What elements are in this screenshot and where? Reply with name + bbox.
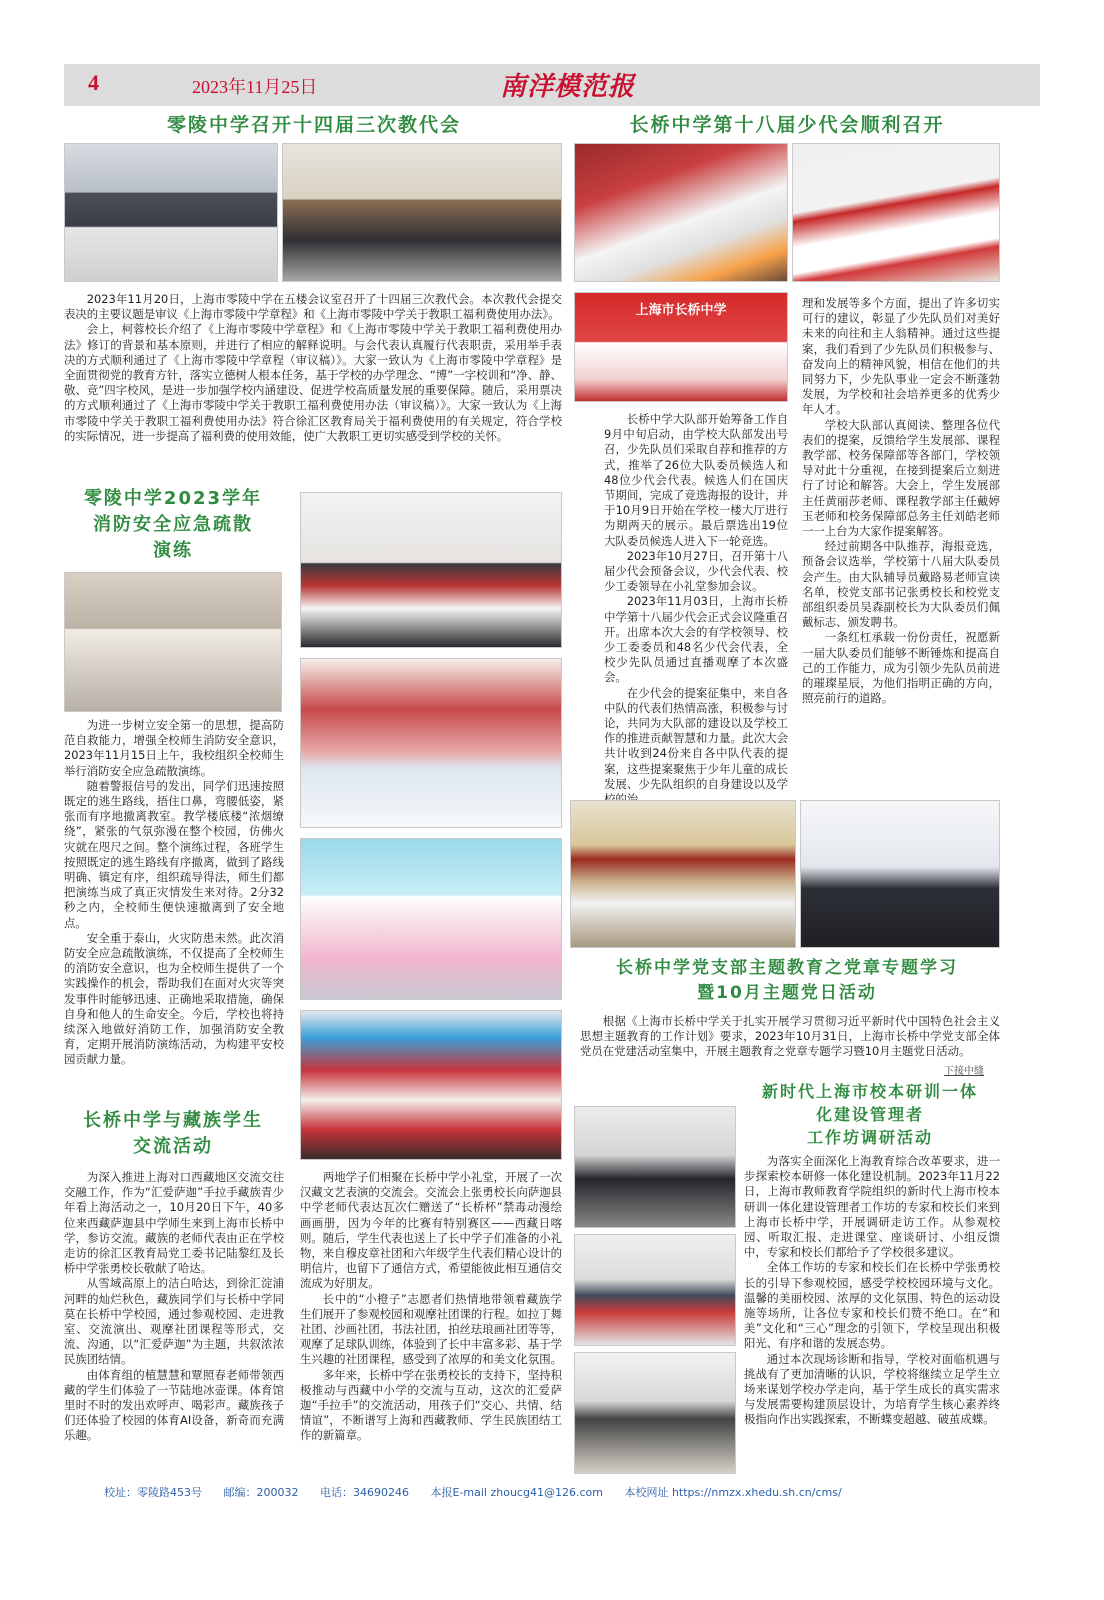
research-paragraph: 为落实全面深化上海教育综合改革要求，进一步探索校本研修一体化建设机制。2023年11月22日，上海市教师教育学院组织的新时代上海市校本研训一体化建设管理者工作坊的专家和校长们来到上海市长桥中学，开展调研走访工作。从参观校园、听取汇报、走进课堂、座谈研讨、小组反馈中，专家和校长们都给予了学校很多建议。 [744, 1154, 1000, 1260]
pioneer-paragraph: 经过前期各中队推荐，海报竞选，预备会议选举，学校第十八届大队委员会产生。由大队辅导员戴路易老师宣读名单，校党支部书记张勇校长和校党支部组织委员吴森副校长为大队委员们佩戴标志、颁发聘书。 [802, 539, 1000, 630]
pioneer-photo-audience [574, 143, 788, 282]
party-headline-line: 长桥中学党支部主题教育之党章专题学习 [616, 958, 958, 978]
fire-drill-headline-line: 零陵中学2023学年 [83, 488, 263, 509]
stage-banner-text: 上海市长桥中学 [635, 303, 727, 318]
research-paragraph: 全体工作坊的专家和校长们在长桥中学张勇校长的引导下参观校园，感受学校校园环境与文化。温馨的美丽校园、浓厚的文化氛围、特色的运动设施等场所，让各位专家和校长们赞不绝口。在“和美”文化和“三心”理念的引领下，学校呈现出积极阳光、有序和谐的发展态势。 [744, 1260, 1000, 1351]
pioneer-paragraph: 2023年11月03日，上海市长桥中学第十八届少代会正式会议隆重召开。出席本次大会的有学校领导、校少工委委员和48名少代会代表，全校少先队员通过直播观摩了本次盛会。 [604, 594, 788, 685]
fire-drill-headline-line: 消防安全应急疏散 [93, 514, 253, 536]
fire-drill-paragraph: 安全重于泰山，火灾防患未然。此次消防安全应急疏散演练，不仅提高了全校师生的消防安全意识，也为全校师生提供了一个实践操作的机会，帮助我们在面对火灾等突发事件时能够迅速、正确地采取措施，确保自身和他人的生命安全。今后，学校也将持续深入地做好消防工作，加强消防安全教育，定期开展消防演练活动，为构建平安校园贡献力量。 [64, 930, 284, 1067]
party-photo-presentation [800, 800, 1000, 948]
tibet-headline-line: 交流活动 [133, 1136, 213, 1158]
research-headline [740, 1080, 1000, 1150]
research-photo-visit [574, 1106, 736, 1228]
page-number: 4 [88, 70, 99, 95]
pioneer-photo-award [792, 143, 1000, 282]
issue-date: 2023年11月25日 [192, 77, 318, 97]
tibet-paragraph: 多年来，长桥中学在张勇校长的支持下，坚持积极推动与西藏中小学的交流与互动，这次的汇爱萨迦“手拉手”的交流活动，用孩子们“交心、共情、结情谊”，不断谱写上海和西藏教师、学生民族团结工作的新篇章。 [300, 1367, 563, 1443]
footer [64, 1484, 1040, 1500]
research-headline-line: 化建设管理者 [815, 1105, 924, 1125]
fire-drill-headline [64, 486, 282, 564]
tibet-headline-line: 长桥中学与藏族学生 [83, 1110, 263, 1131]
footer-phone: 电话：34690246 [320, 1486, 409, 1499]
research-headline-line: 工作坊调研活动 [806, 1128, 933, 1148]
pioneer-headline: 长桥中学第十八届少代会顺利召开 [629, 114, 945, 136]
tibet-paragraph: 长中的“小橙子”志愿者们热情地带领着藏族学生们展开了参观校园和观摩社团课的行程。如拉丁舞社团、沙画社团，书法社团，拍丝珐琅画社团等等，观摩了足球队训练，体验到了长中丰富多彩、基于学生兴趣的社团课程，感受到了浓厚的和美文化氛围。 [300, 1291, 562, 1367]
footer-postcode: 邮编：200032 [223, 1486, 299, 1499]
party-photo-meeting [570, 800, 796, 948]
congress-headline: 零陵中学召开十四届三次教代会 [166, 114, 461, 136]
pioneer-paragraph: 长桥中学大队部开始筹备工作自9月中旬启动，由学校大队部发出号召，少先队员们采取自荐和推荐的方式，推举了26位大队委员候选人和48位少代会代表。候选人们在国庆节期间，完成了竞选海报的设计，并于10月9日开始在学校一楼大厅进行为期两天的展示。最后票选出19位大队委员候选人进入下一轮竞选。 [604, 412, 788, 548]
congress-body [64, 292, 562, 476]
pioneer-paragraph: 学校大队部认真阅读、整理各位代表们的提案，反馈给学生发展部、课程教学部、校务保障部等各部门，学校领导对此十分重视，在接到提案后立刻进行了讨论和解答。大会上，学生发展部主任黄丽莎老师、课程教学部主任戴婷玉老师和校务保障部总务主任刘皓老师一一上台为大家作提案解答。 [802, 417, 1000, 539]
research-photo-hallway [574, 1352, 736, 1474]
tibet-body-col2 [300, 1170, 562, 1474]
tibet-paragraph: 为深入推进上海对口西藏地区交流交往交融工作，作为“汇爱萨迦”手拉手藏族青少年看上海活动之一，10月20日下午，40多位来西藏萨迦县中学师生来到上海市长桥中学，参访交流。藏族的老师代表由正在学校走访的徐汇区教育局党工委书记陆黎红及长桥中学张勇校长敬献了哈达。 [64, 1170, 284, 1276]
party-paragraph: 根据《上海市长桥中学关于扎实开展学习贯彻习近平新时代中国特色社会主义思想主题教育的工作计划》要求，2023年10月31日，上海市长桥中学党支部全体党员在党建活动室集中，开展主题教育之党章专题学习暨10月主题党日活动。 [580, 1014, 1000, 1059]
tibet-headline [64, 1108, 282, 1160]
tibet-photo-group [300, 492, 562, 648]
research-photo-curling-court [574, 1234, 736, 1346]
tibet-photo-calligraphy [300, 1010, 562, 1160]
footer-address: 校址：零陵路453号 [104, 1486, 202, 1499]
pioneer-paragraph: 一条红杠承载一份份责任，祝愿新一届大队委员们能够不断锤炼和提高自己的工作能力，成为引领少先队员前进的璀璨星辰，为他们指明正确的方向，照亮前行的道路。 [802, 630, 1000, 706]
party-headline [574, 956, 1000, 1005]
congress-photo-hall [64, 143, 278, 282]
tibet-paragraph: 由体育组的植慧慧和覃照春老师带领西藏的学生们体验了一节陆地冰壶课。体育馆里时不时的发出欢呼声、喝彩声。藏族孩子们还体验了校园的体育AI设备，新奇而充满乐趣。 [64, 1367, 284, 1443]
footer-website[interactable]: 本校网址 https://nmzx.xhedu.sh.cn/cms/ [624, 1486, 842, 1499]
tibet-body-col1 [64, 1170, 284, 1468]
party-headline-line: 暨10月主题党日活动 [697, 982, 877, 1003]
fire-drill-headline-line: 演练 [153, 540, 193, 562]
fire-drill-paragraph: 随着警报信号的发出，同学们迅速按照既定的逃生路线，捂住口鼻，弯腰低姿，紧张而有序地撤离教室。教学楼底楼“浓烟缭绕”，紧张的气氛弥漫在整个校园，仿佛火灾就在咫尺之间。整个演练过程，各班学生按照既定的逃生路线有序撤离，做到了路线明确、镇定有序，组织疏导得法，师生们都把演练当成了真正灾情发生来对待。2分32秒之内，全校师生便快速撤离到了安全地点。 [64, 778, 284, 930]
party-body [580, 1014, 1000, 1076]
research-headline-line: 新时代上海市校本研训一体 [761, 1082, 978, 1101]
congress-paragraph: 2023年11月20日，上海市零陵中学在五楼会议室召开了十四届三次教代会。本次教代会提交表决的主要议题是审议《上海市零陵中学章程》和《上海市零陵中学关于教职工福利费使用办法》。 [64, 292, 562, 322]
newspaper-logo: 南洋模范报 [500, 72, 636, 102]
tibet-photo-ceremony [300, 838, 562, 1000]
continue-link[interactable]: 下接中缝 [944, 1066, 984, 1077]
fire-drill-paragraph: 为进一步树立安全第一的思想，提高防范自救能力，增强全校师生消防安全意识，2023年11月15日上午，我校组织全校师生举行消防安全应急疏散演练。 [64, 718, 284, 778]
pioneer-paragraph: 在少代会的提案征集中，来自各中队的代表们热情高涨，积极参与讨论，共同为大队部的建设以及学校工作的推进贡献智慧和力量。此次大会共计收到24份来自各中队代表的提案，这些提案聚焦于少年儿童的成长发展、少先队组织的自身建设以及学 [604, 685, 788, 791]
pioneer-body-col1 [604, 412, 788, 791]
congress-photo-voting [282, 143, 562, 282]
pioneer-photo-stage [574, 292, 788, 402]
pioneer-body-col2 [802, 296, 1000, 770]
tibet-photo-curling [300, 658, 562, 828]
pioneer-paragraph: 理和发展等多个方面，提出了许多切实可行的建议，彰显了少先队员们对美好未来的向往和主人翁精神。通过这些提案，我们看到了少先队员们积极参与、奋发向上的精神风貌，相信在他们的共同努力下，少先队事业一定会不断蓬勃发展，为学校和社会培养更多的优秀少年人才。 [802, 296, 1000, 417]
tibet-paragraph: 两地学子们相聚在长桥中学小礼堂，开展了一次汉藏文艺表演的交流会。交流会上张勇校长向萨迦县中学老师代表达瓦次仁赠送了“长桥杯”禁毒动漫绘画画册，因为今年的比赛有特别赛区——西藏日喀则。随后，学生代表也送上了长中学子们准备的小礼物，来自穆皮章社团和六年级学生代表们精心设计的明信片，也留下了通信方式，希望能彼此相互通信交流成为好朋友。 [300, 1170, 563, 1291]
footer-email[interactable]: 本报E-mail zhoucg41@126.com [430, 1486, 603, 1499]
research-paragraph: 通过本次现场诊断和指导，学校对面临机遇与挑战有了更加清晰的认识，学校将继续立足学生立场来谋划学校办学走向，基于学生成长的真实需求与发展需要构建顶层设计，为培育学生核心素养终极指向作出实践探索，不断蝶变超越、破茧成蝶。 [744, 1351, 1000, 1427]
pioneer-paragraph: 2023年10月27日，召开第十八届少代会预备会议，少代会代表、校少工委领导在小礼堂参加会议。 [604, 548, 788, 594]
congress-paragraph: 会上，柯蓉校长介绍了《上海市零陵中学章程》和《上海市零陵中学关于教职工福利费使用办法》修订的背景和基本原则，并进行了相应的解释说明。与会代表认真履行代表职责，采用举手表决的方式顺利通过了《上海市零陵中学章程（审议稿）》。大家一致认为《上海市零陵中学章程》是全面贯彻党的教育方针，落实立德树人根本任务，基于学校的办学理念、“博”一字校训和“净、静、敬、竞”四字校风，是进一步加强学校内涵建设、促进学校高质量发展的重要保障。随后，采用票决的方式顺利通过了《上海市零陵中学关于教职工福利费使用办法（审议稿）》。大家一致认为《上海市零陵中学关于教职工福利费使用办法》符合徐汇区教育局关于福利费使用的有关规定，符合学校的实际情况，进一步提高了福利费的使用效能，使广大教职工更切实感受到学校的关怀。 [64, 322, 562, 443]
tibet-paragraph: 从雪域高原上的洁白哈达，到徐汇淀浦河畔的灿烂秋色，藏族同学们与长桥中学同莫在长桥中学校园，通过参观校园、走进教室、交流演出、观摩社团课程等形式，交流、沟通，以“汇爱萨迦”为主题，共叙浓浓民族团结情。 [64, 1276, 284, 1367]
fire-drill-body [64, 718, 284, 1106]
research-body [744, 1154, 1000, 1474]
fire-drill-photo [64, 572, 282, 712]
